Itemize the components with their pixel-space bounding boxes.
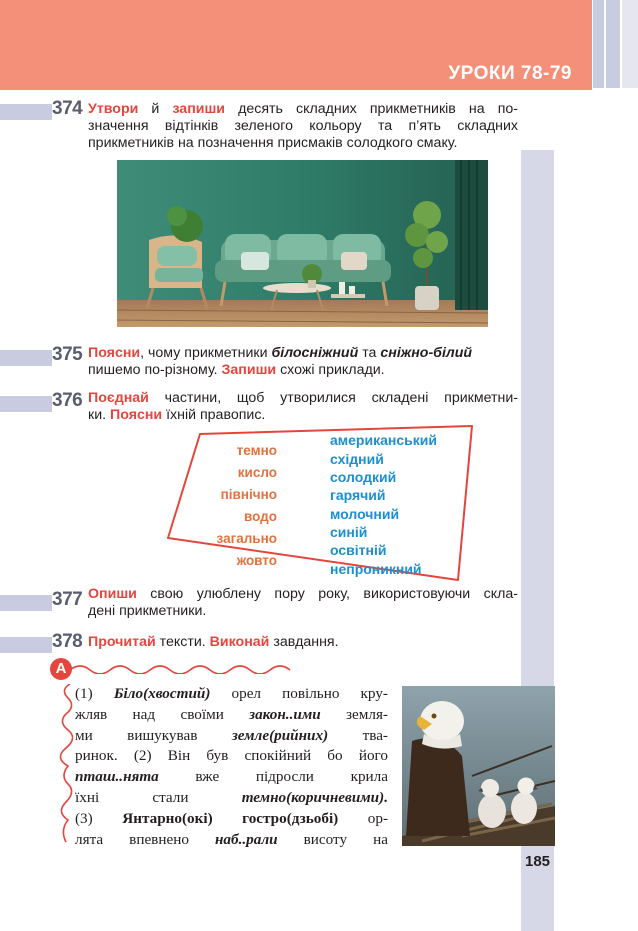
- exercise-marker-bar: [0, 104, 52, 120]
- header-stripe: [606, 0, 620, 88]
- section-a-badge: А: [50, 658, 72, 680]
- bracket-line-icon: [56, 684, 74, 844]
- lesson-title: УРОКИ 78-79: [448, 63, 572, 84]
- exercise-377-text: Опиши свою улюблену пору року, використовуючи скла- дені прикметники.: [88, 586, 518, 619]
- left-word: водо: [243, 509, 277, 524]
- right-word: молочний: [330, 506, 400, 522]
- right-word: освітній: [330, 542, 387, 558]
- exercise-marker-bar: [0, 637, 52, 653]
- eagle-photo: [402, 686, 555, 846]
- right-word: синій: [330, 524, 368, 540]
- exercise-378-text: Прочитай тексти. Виконай завдання.: [88, 634, 339, 650]
- left-word: кисло: [237, 465, 277, 480]
- right-word: американський: [330, 432, 437, 448]
- exercise-number-375: 375: [52, 344, 83, 365]
- right-word: солодкий: [330, 469, 397, 485]
- exercise-number-374: 374: [52, 98, 83, 119]
- page-number: 185: [524, 853, 551, 870]
- left-word: загально: [216, 531, 277, 546]
- exercise-374-text: Утвори й запиши десять складних прикметників на по- значення відтінків зеленого кольору та п’ять складних прикметників на позначення присмаків солодкого смаку.: [88, 101, 518, 151]
- right-word: гарячий: [330, 487, 386, 503]
- left-word: жовто: [236, 553, 277, 568]
- section-a-text: (1) Біло(хвостий) орел повільно кру- жляв над своїми закон..ими земля- ми вишукував земле(рийних) тва- ринок. (2) Він був спокійний бо його пташ..нята вже підросли крила їхні стали темно(коричневими). (3) Янтарно(окі) гостро(дзьобі) ор- лята впевнено наб..рали висоту на: [75, 685, 389, 848]
- exercise-marker-bar: [0, 396, 52, 412]
- exercise-marker-bar: [0, 595, 52, 611]
- exercise-marker-bar: [0, 350, 52, 366]
- left-word: північно: [220, 487, 277, 502]
- header-stripe: [622, 0, 638, 88]
- left-word: темно: [236, 443, 277, 458]
- green-room-photo: [117, 160, 488, 327]
- word-matching-box: [160, 422, 480, 582]
- right-word: східний: [330, 451, 384, 467]
- exercise-number-378: 378: [52, 631, 83, 652]
- right-word: непроникний: [330, 561, 422, 577]
- exercise-376-text: Поєднай частини, щоб утворилися складені прикметни- ки. Поясни їхній правопис.: [88, 390, 518, 423]
- header-stripe: [593, 0, 604, 88]
- exercise-number-377: 377: [52, 589, 83, 610]
- exercise-number-376: 376: [52, 390, 83, 411]
- wavy-line-icon: [70, 660, 300, 674]
- exercise-375-text: Поясни, чому прикметники білосніжний та сніжно-білий пишемо по-різному. Запиши схожі приклади.: [88, 345, 473, 378]
